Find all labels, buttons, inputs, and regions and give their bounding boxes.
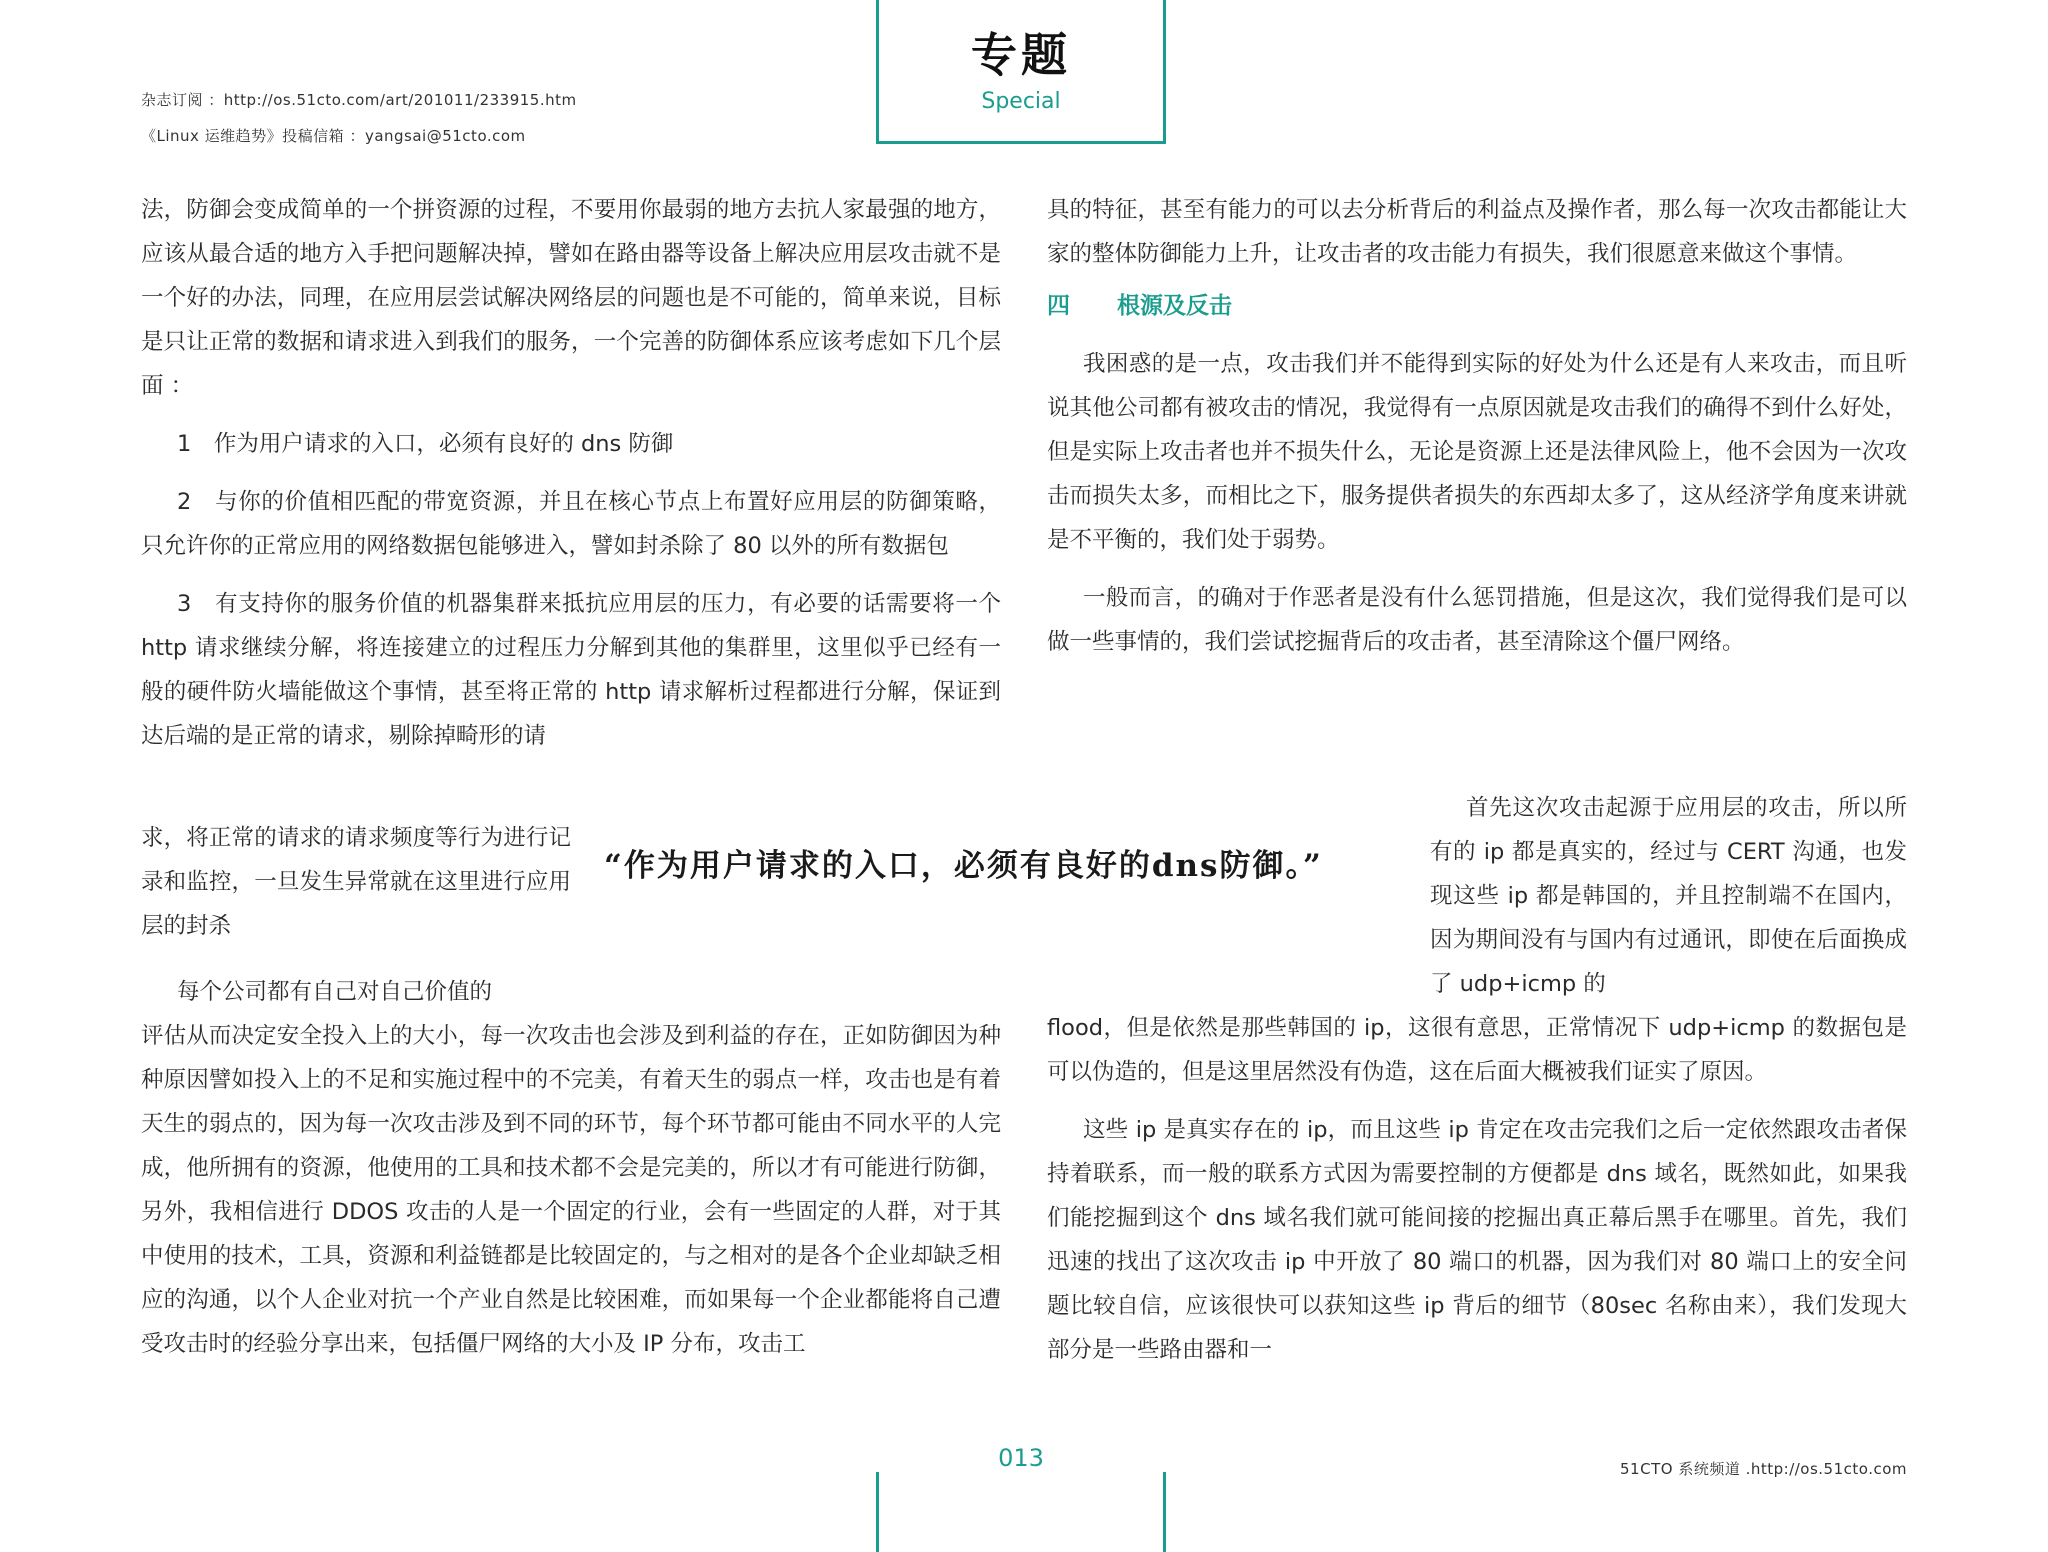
section-title-en: Special bbox=[981, 89, 1061, 114]
page-number-text: 013 bbox=[982, 1444, 1060, 1472]
page-number bbox=[876, 1444, 1166, 1472]
submit-email-line: 《Linux 运维趋势》投稿信箱 ：yangsai@51cto.com bbox=[141, 127, 526, 145]
section-heading bbox=[1047, 284, 1907, 328]
right-column-top bbox=[1047, 188, 1907, 664]
paragraph: 一般而言，的确对于作恶者是没有什么惩罚措施，但是这次，我们觉得我们是可以做一些事情的，我们尝试挖掘背后的攻击者，甚至清除这个僵尸网络。 bbox=[1047, 585, 1907, 655]
paragraph: 具的特征，甚至有能力的可以去分析背后的利益点及操作者，那么每一次攻击都能让大家的整体防御能力上升，让攻击者的攻击能力有损失，我们很愿意来做这个事情。 bbox=[1047, 197, 1907, 267]
section-title-zh: 专题 bbox=[971, 28, 1071, 82]
paragraph: 评估从而决定安全投入上的大小，每一次攻击也会涉及到利益的存在，正如防御因为种种原因譬如投入上的不足和实施过程中的不完美，有着天生的弱点一样，攻击也是有着天生的弱点的，因为每一次攻击涉及到不同的环节，每个环节都可能由不同水平的人完成，他所拥有的资源，他使用的工具和技术都不会是完美的，所以才有可能进行防御，另外，我相信进行 DDOS 攻击的人是一个固定的行业，会有一些固定的人群，对于其中使用的技术，工具，资源和利益链都是比较固定的，与之相对的是各个企业却缺乏相应的沟通，以个人企业对抗一个产业自然是比较困难，而如果每一个企业都能将自己遭受攻击时的经验分享出来，包括僵尸网络的大小及 IP 分布，攻击工 bbox=[141, 1023, 1001, 1357]
section-heading-text: 根源及反击 bbox=[1117, 293, 1232, 319]
list-item: 3 有支持你的服务价值的机器集群来抵抗应用层的压力，有必要的话需要将一个 http 请求继续分解，将连接建立的过程压力分解到其他的集群里，这里似乎已经有一般的硬件防火墙能做这个事情，甚至将正常的 http 请求解析过程都进行分解，保证到达后端的是正常的请求，剔除掉畸形的请 bbox=[141, 591, 1001, 749]
right-column-bottom bbox=[1047, 1006, 1907, 1372]
footer-site: 51CTO 系统频道 .http://os.51cto.com bbox=[1620, 1460, 1907, 1478]
section-number: 四 bbox=[1047, 293, 1070, 319]
paragraph: 法，防御会变成简单的一个拼资源的过程，不要用你最弱的地方去抗人家最强的地方，应该从最合适的地方入手把问题解决掉，譬如在路由器等设备上解决应用层攻击就不是一个好的办法，同理，在应用层尝试解决网络层的问题也是不可能的，简单来说，目标是只让正常的数据和请求进入到我们的服务，一个完善的防御体系应该考虑如下几个层面 ： bbox=[141, 197, 1001, 399]
list-item: 1 作为用户请求的入口，必须有良好的 dns 防御 bbox=[177, 431, 674, 457]
left-column-wrap bbox=[141, 816, 571, 948]
paragraph: 这些 ip 是真实存在的 ip，而且这些 ip 肯定在攻击完我们之后一定依然跟攻击者保持着联系，而一般的联系方式因为需要控制的方便都是 dns 域名，既然如此，如果我们能挖掘到这个 dns 域名我们就可能间接的挖掘出真正幕后黑手在哪里。首先，我们迅速的找出了这次攻击 ip 中开放了 80 端口的机器，因为我们对 80 端口上的安全问题比较自信，应该很快可以获知这些 ip 背后的细节（80sec 名称由来），我们发现大部分是一些路由器和一 bbox=[1047, 1117, 1907, 1363]
right-column-wrap bbox=[1430, 786, 1907, 1006]
pull-quote: “作为用户请求的入口，必须有良好的dns防御。” bbox=[604, 848, 1323, 884]
subscribe-line: 杂志订阅 ：http://os.51cto.com/art/201011/233915.htm bbox=[141, 91, 577, 109]
section-header-box bbox=[876, 0, 1166, 144]
list-item: 2 与你的价值相匹配的带宽资源，并且在核心节点上布置好应用层的防御策略，只允许你的正常应用的网络数据包能够进入，譬如封杀除了 80 以外的所有数据包 bbox=[141, 489, 1001, 559]
paragraph: 求，将正常的请求的请求频度等行为进行记录和监控，一旦发生异常就在这里进行应用层的封杀 bbox=[141, 825, 571, 939]
paragraph: 每个公司都有自己对自己价值的 bbox=[177, 979, 493, 1005]
paragraph: 首先这次攻击起源于应用层的攻击，所以所有的 ip 都是真实的，经过与 CERT 沟通，也发现这些 ip 都是韩国的，并且控制端不在国内，因为期间没有与国内有过通讯，即使在后面换成了 udp+icmp 的 bbox=[1430, 795, 1907, 997]
left-column-bottom bbox=[141, 970, 1001, 1366]
paragraph: flood，但是依然是那些韩国的 ip，这很有意思，正常情况下 udp+icmp 的数据包是可以伪造的，但是这里居然没有伪造，这在后面大概被我们证实了原因。 bbox=[1047, 1015, 1907, 1085]
paragraph: 我困惑的是一点，攻击我们并不能得到实际的好处为什么还是有人来攻击，而且听说其他公司都有被攻击的情况，我觉得有一点原因就是攻击我们的确得不到什么好处，但是实际上攻击者也并不损失什么，无论是资源上还是法律风险上，他不会因为一次攻击而损失太多，而相比之下，服务提供者损失的东西却太多了，这从经济学角度来讲就是不平衡的，我们处于弱势。 bbox=[1047, 351, 1907, 553]
footer-box bbox=[876, 1462, 1166, 1552]
left-column-top bbox=[141, 188, 1001, 758]
